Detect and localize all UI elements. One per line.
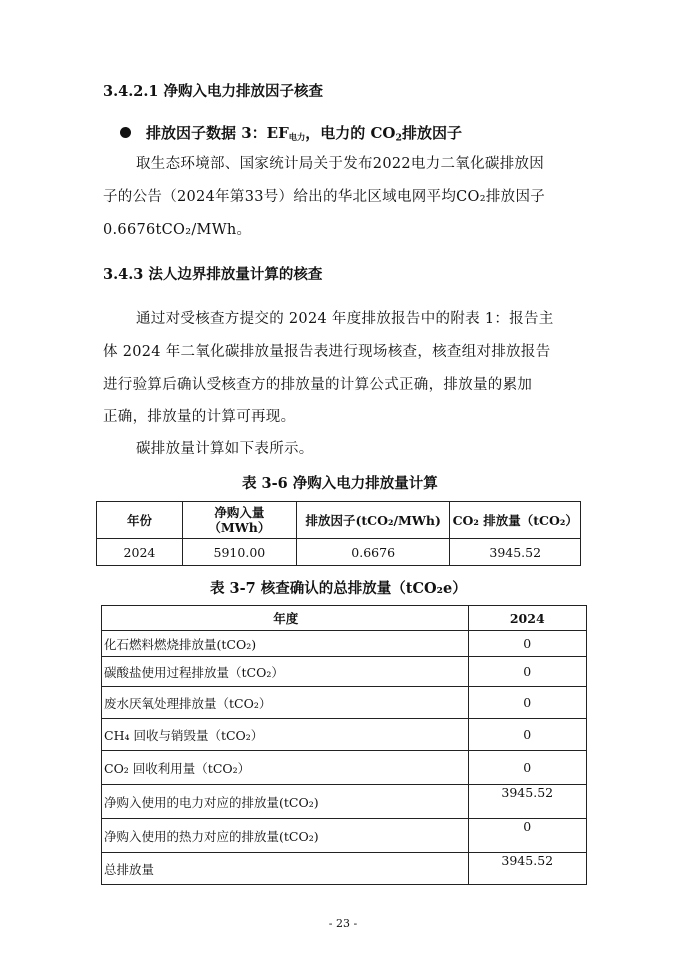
- page-number: - 23 -: [328, 917, 358, 930]
- bullet-subscript: 电力: [288, 132, 306, 143]
- row-label: 碳酸盐使用过程排放量（tCO₂）: [102, 657, 469, 687]
- total-emission-table: [101, 605, 587, 885]
- header-year: 2024: [468, 606, 586, 631]
- table-row: [102, 819, 587, 853]
- header-year: 年份: [97, 502, 183, 539]
- para3: 碳排放量计算如下表所示。: [136, 441, 314, 457]
- subsection-heading: 3.4.3 法人边界排放量计算的核查: [103, 266, 323, 283]
- row-value: 0: [468, 751, 586, 785]
- row-value: 0: [468, 687, 586, 719]
- para2-line4: 正确，排放量的计算可再现。: [103, 409, 296, 425]
- header-purchase-line2: （MWh）: [208, 520, 271, 535]
- row-label: CH₄ 回收与销毁量（tCO₂）: [102, 719, 469, 751]
- para2-line2: 体 2024 年二氧化碳排放量报告表进行现场核查，核查组对排放报告: [103, 344, 551, 360]
- bullet-prefix: 排放因子数据 3：EF: [146, 124, 289, 142]
- table-row: [102, 853, 587, 885]
- row-label: 化石燃料燃烧排放量(tCO₂): [102, 631, 469, 657]
- para1-line1: 取生态环境部、国家统计局关于发布2022电力二氧化碳排放因: [136, 156, 545, 172]
- table1-caption: 表 3-6 净购入电力排放量计算: [242, 475, 438, 492]
- row-label: 废水厌氧处理排放量（tCO₂）: [102, 687, 469, 719]
- row-value: 0: [468, 631, 586, 657]
- para2-line3: 进行验算后确认受核查方的排放量的计算公式正确，排放量的累加: [103, 377, 533, 393]
- table-header-row: [97, 502, 581, 539]
- table-row: [97, 539, 581, 566]
- bullet-middle: ，电力的 CO: [305, 124, 396, 142]
- row-value: 0: [468, 819, 586, 853]
- table-row: [102, 785, 587, 819]
- table-header-row: [102, 606, 587, 631]
- bullet-suffix: 排放因子: [401, 124, 462, 142]
- row-label: 净购入使用的电力对应的排放量(tCO₂): [102, 785, 469, 819]
- row-label: 净购入使用的热力对应的排放量(tCO₂): [102, 819, 469, 853]
- header-emission: CO₂ 排放量（tCO₂）: [450, 502, 581, 539]
- table-row: [102, 631, 587, 657]
- row-label: 总排放量: [102, 853, 469, 885]
- table-row: [102, 657, 587, 687]
- para1-line3: 0.6676tCO₂/MWh。: [103, 222, 252, 238]
- para1-line2: 子的公告（2024年第33号）给出的华北区域电网平均CO₂排放因子: [103, 189, 546, 205]
- cell-emission: 3945.52: [450, 539, 581, 566]
- bullet-heading: [146, 122, 462, 143]
- header-label: 年度: [102, 606, 469, 631]
- cell-purchase: 5910.00: [182, 539, 296, 566]
- section-heading: 3.4.2.1 净购入电力排放因子核查: [103, 83, 324, 100]
- purchased-electricity-table: [96, 501, 581, 566]
- row-value: 3945.52: [468, 853, 586, 885]
- row-value: 3945.52: [468, 785, 586, 819]
- row-value: 0: [468, 657, 586, 687]
- bullet-co-sub: 2: [395, 132, 402, 144]
- para2-line1: 通过对受核查方提交的 2024 年度排放报告中的附表 1：报告主: [136, 311, 554, 327]
- table-row: [102, 719, 587, 751]
- cell-year: 2024: [97, 539, 183, 566]
- table-row: [102, 751, 587, 785]
- table2-caption: 表 3-7 核查确认的总排放量（tCO₂e）: [210, 580, 467, 597]
- table-row: [102, 687, 587, 719]
- row-value: 0: [468, 719, 586, 751]
- row-label: CO₂ 回收利用量（tCO₂）: [102, 751, 469, 785]
- header-factor: 排放因子(tCO₂/MWh): [296, 502, 450, 539]
- header-purchase: [182, 502, 296, 539]
- header-purchase-line1: 净购入量: [214, 505, 265, 520]
- cell-factor: 0.6676: [296, 539, 450, 566]
- bullet-dot-icon: [120, 127, 131, 138]
